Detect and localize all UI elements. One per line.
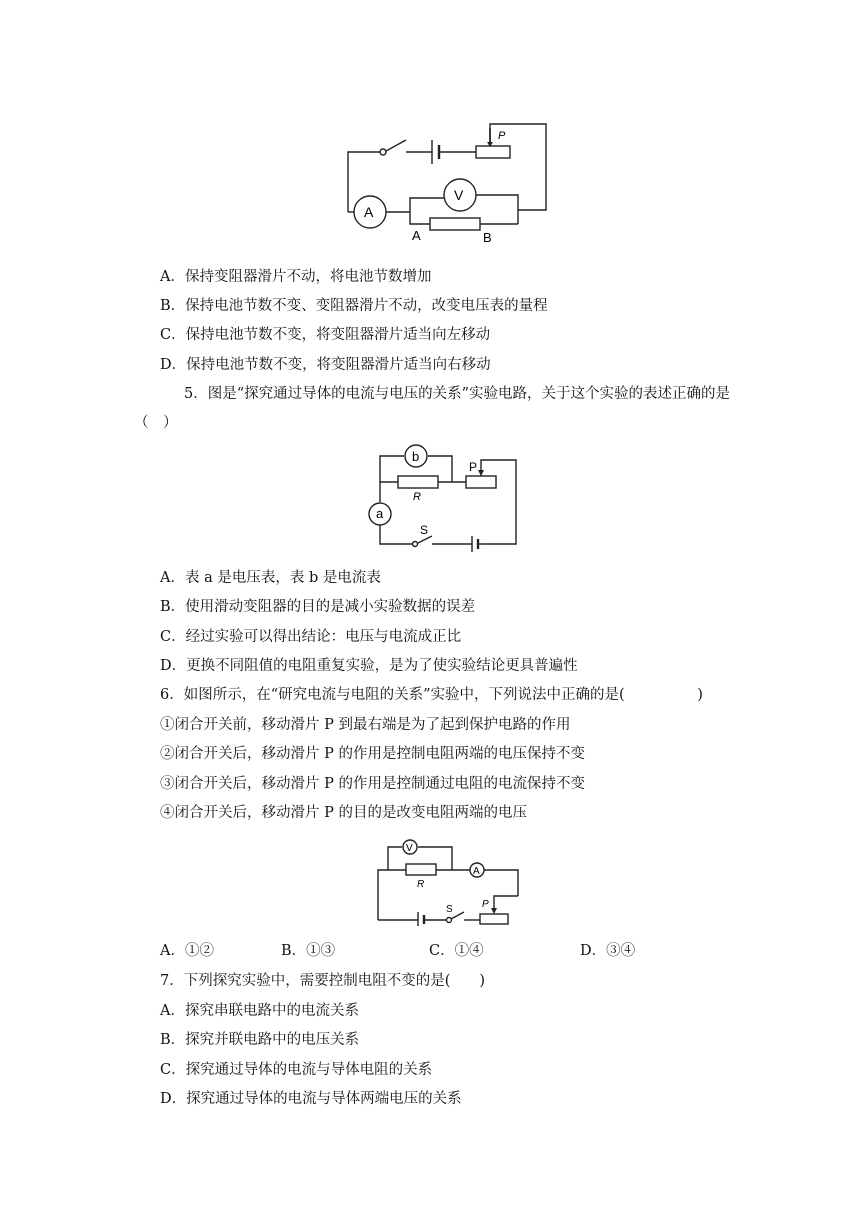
ammeter-label: A <box>364 204 374 220</box>
switch-label-s: S <box>420 523 429 537</box>
q6-option-b: B．①③ <box>281 943 336 959</box>
q6-option-a: A．①② <box>160 943 214 959</box>
meter-b-label: b <box>412 449 420 464</box>
q6-statement-4: ④闭合开关后，移动滑片 P 的目的是改变电阻两端的电压 <box>160 805 527 821</box>
q5-option-c: C．经过实验可以得出结论：电压与电流成正比 <box>160 629 462 645</box>
q6-stem: 6．如图所示，在“研究电流与电阻的关系”实验中，下列说法中正确的是( ) <box>160 687 703 703</box>
meter-a-label: a <box>376 506 384 521</box>
rheostat-label-p: P <box>498 130 506 142</box>
q5-option-b: B．使用滑动变阻器的目的是减小实验数据的误差 <box>160 599 476 615</box>
q5-option-d: D．更换不同阻值的电阻重复实验，是为了使实验结论更具普遍性 <box>160 658 578 674</box>
circuit-diagram-1 <box>340 118 555 246</box>
circuit-diagram-3 <box>372 836 522 926</box>
q7-option-a: A．探究串联电路中的电流关系 <box>160 1003 359 1019</box>
q6-statement-1: ①闭合开关前，移动滑片 P 到最右端是为了起到保护电路的作用 <box>160 717 571 733</box>
q4-option-b: B．保持电池节数不变、变阻器滑片不动，改变电压表的量程 <box>160 298 548 314</box>
q7-option-d: D．探究通过导体的电流与导体两端电压的关系 <box>160 1091 462 1107</box>
q6-statement-3: ③闭合开关后，移动滑片 P 的作用是控制通过电阻的电流保持不变 <box>160 776 585 792</box>
fig3-resistor-label: R <box>417 879 425 890</box>
q6-option-c: C．①④ <box>429 943 484 959</box>
resistor-end-a-label: A <box>412 228 421 243</box>
slider-label-p: P <box>469 460 478 474</box>
q5-option-a: A．表 a 是电压表，表 b 是电流表 <box>160 570 381 586</box>
q6-option-d: D．③④ <box>580 943 636 959</box>
q7-option-c: C．探究通过导体的电流与导体电阻的关系 <box>160 1062 433 1078</box>
q4-option-c: C．保持电池节数不变，将变阻器滑片适当向左移动 <box>160 327 491 343</box>
q4-option-a: A．保持变阻器滑片不动，将电池节数增加 <box>160 269 432 285</box>
voltmeter-label: V <box>454 187 464 203</box>
circuit-diagram-2 <box>368 440 520 554</box>
fig3-slider-label: P <box>482 899 489 910</box>
fig3-switch-label: S <box>446 904 453 915</box>
q5-answer-bracket: （ ） <box>134 415 178 431</box>
resistor-label-r: R <box>413 491 421 503</box>
q5-stem: 5．图是“探究通过导体的电流与电压的关系”实验电路，关于这个实验的表述正确的是 <box>184 386 731 402</box>
q7-stem: 7．下列探究实验中，需要控制电阻不变的是( ) <box>160 973 486 989</box>
fig3-ammeter-label: A <box>473 866 480 877</box>
q6-statement-2: ②闭合开关后，移动滑片 P 的作用是控制电阻两端的电压保持不变 <box>160 746 585 762</box>
q4-option-d: D．保持电池节数不变，将变阻器滑片适当向右移动 <box>160 357 491 373</box>
fig3-voltmeter-label: V <box>406 843 413 854</box>
q7-option-b: B．探究并联电路中的电压关系 <box>160 1032 360 1048</box>
resistor-end-b-label: B <box>483 230 492 245</box>
